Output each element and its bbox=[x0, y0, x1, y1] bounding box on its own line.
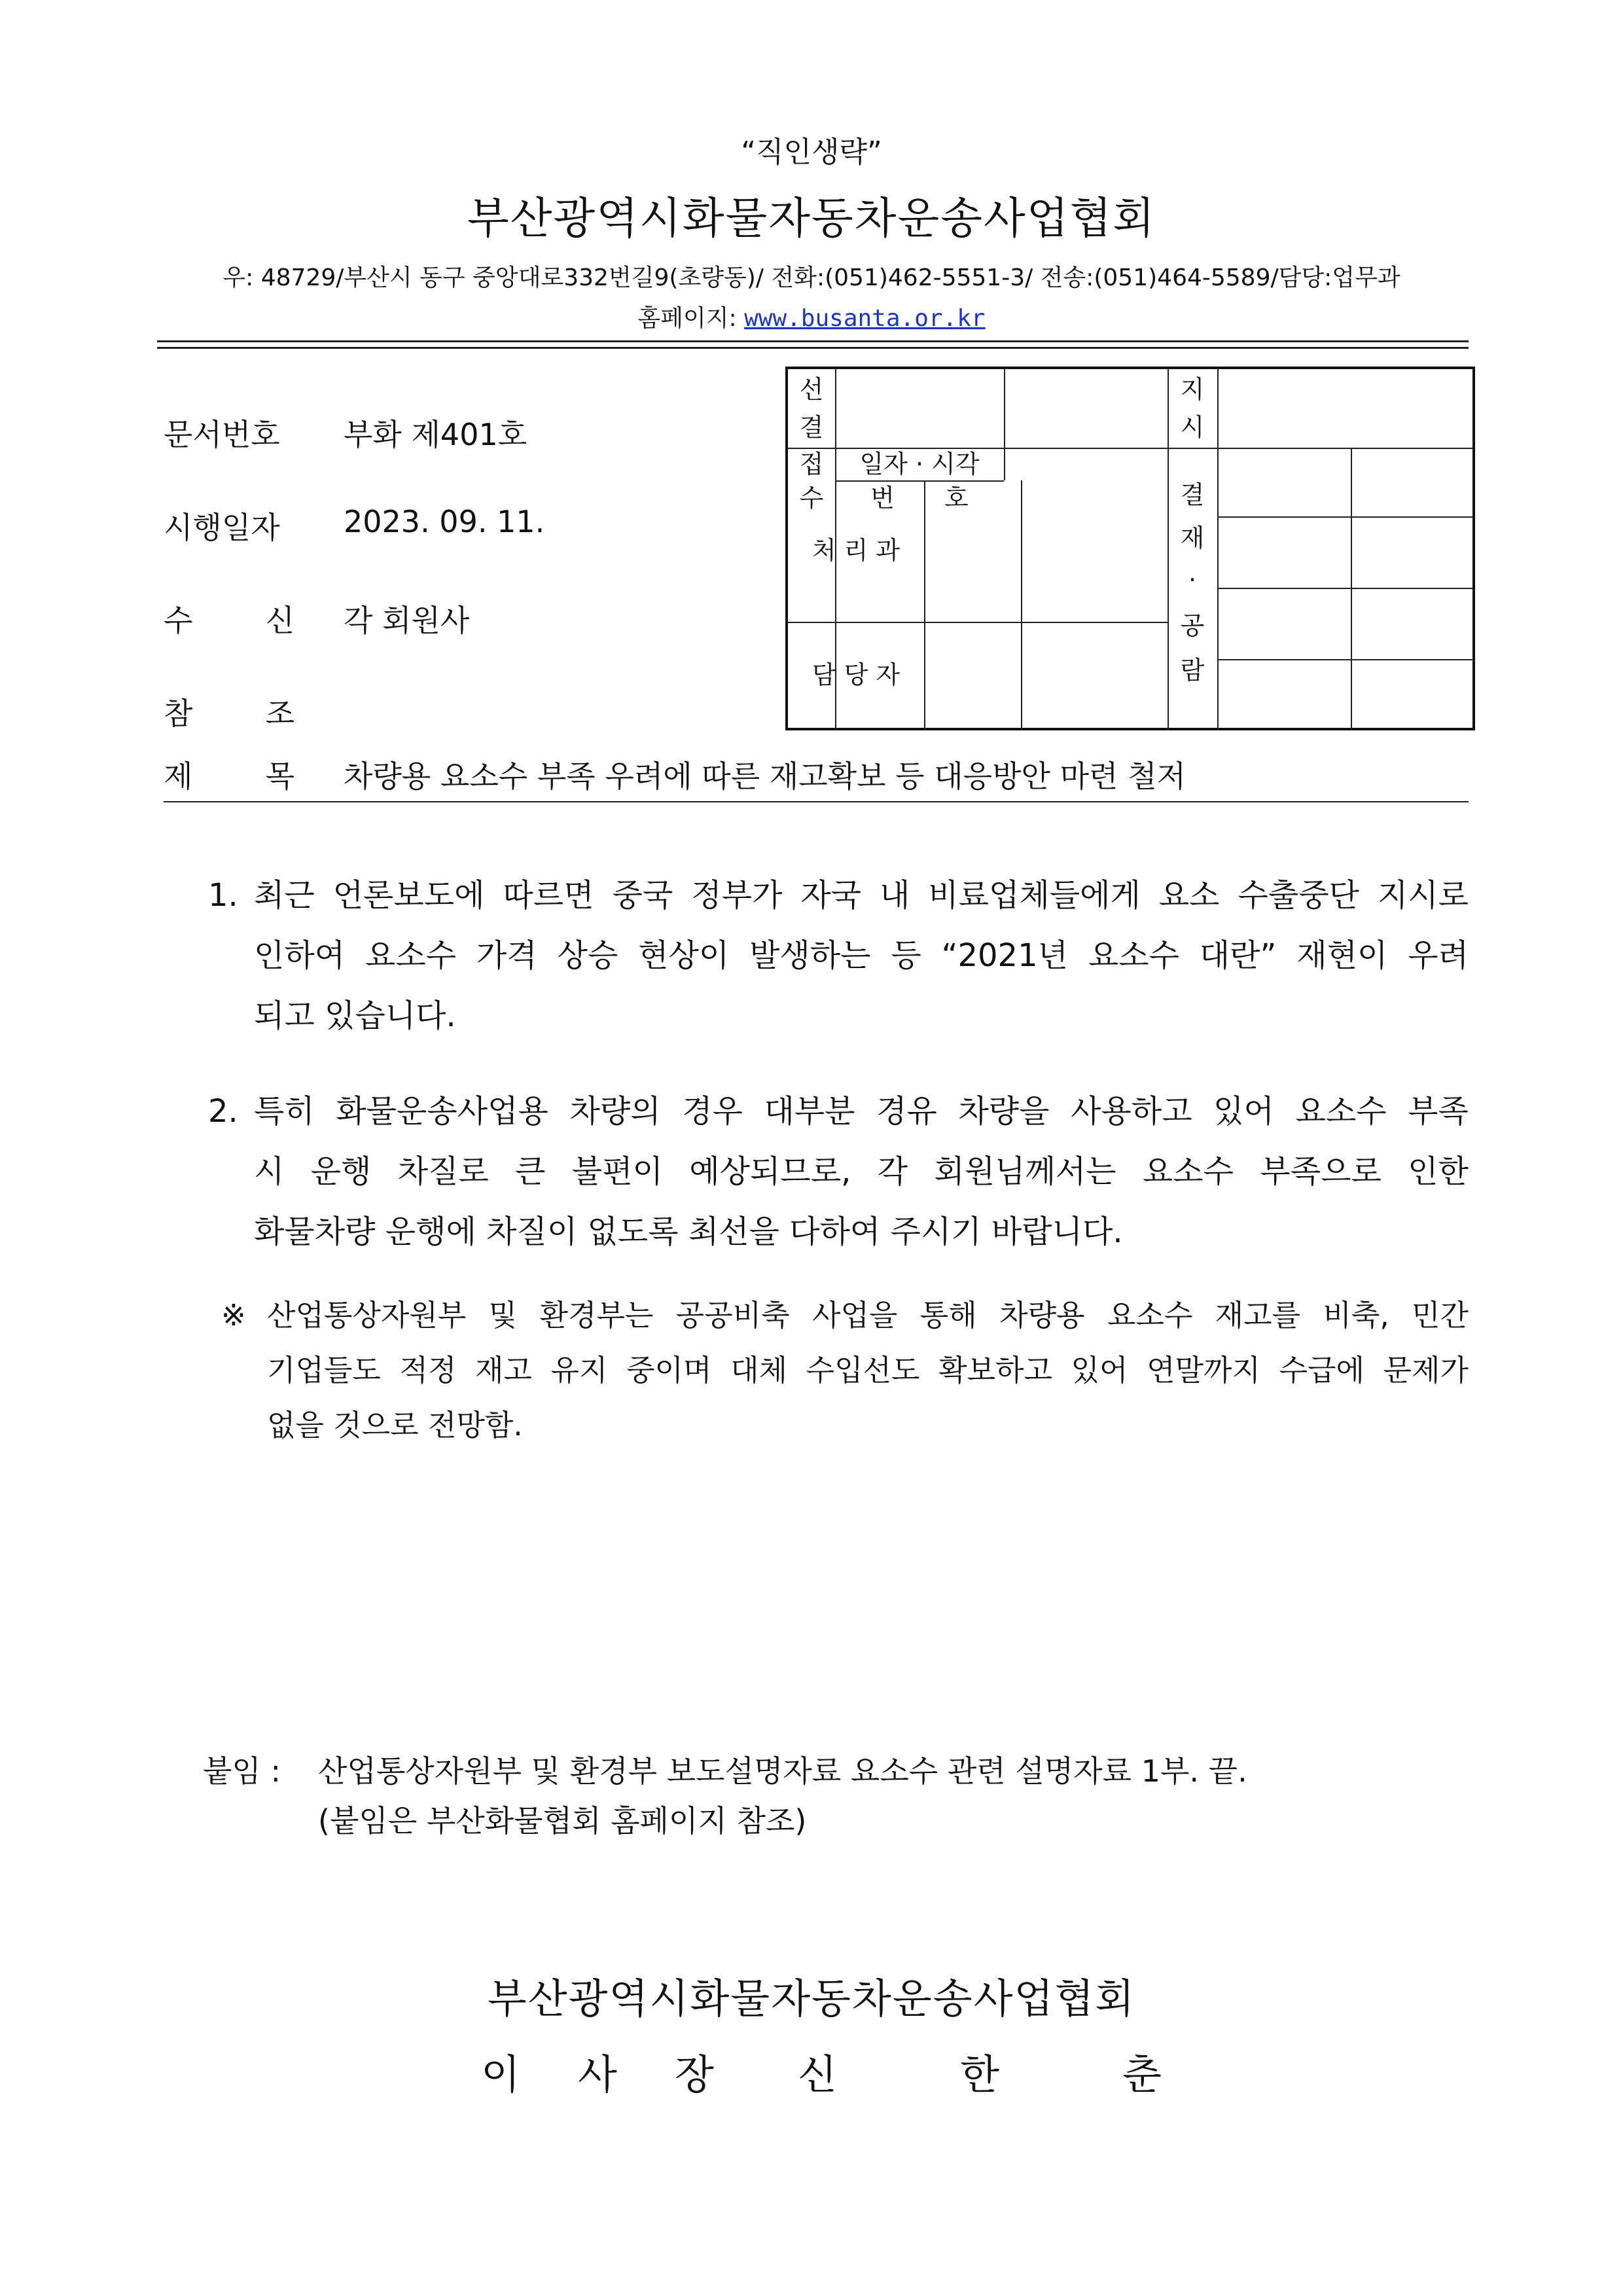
p2-number: 2. bbox=[208, 1093, 238, 1130]
attachment-line-2: (붙임은 부산화물협회 홈페이지 참조) bbox=[318, 1803, 807, 1839]
abox-person-in-charge: 담 당 자 bbox=[812, 660, 901, 689]
abox-gyeol: 결 bbox=[799, 413, 824, 442]
abox-hline-3 bbox=[788, 622, 1168, 623]
subject-divider bbox=[164, 801, 1469, 802]
note-line-1: 산업통상자원부 및 환경부는 공공비축 사업을 통해 차량용 요소수 재고를 비축, 민간 bbox=[267, 1298, 1469, 1333]
doc-no-value: 부화 제401호 bbox=[344, 417, 527, 452]
abox-jeop: 접 bbox=[799, 450, 824, 478]
abox-date-time: 일자 · 시각 bbox=[859, 450, 980, 478]
footer-org-name: 부산광역시화물자동차운송사업협회 bbox=[487, 1975, 1136, 2022]
note-mark: ※ bbox=[221, 1298, 246, 1333]
note-line-2: 기업들도 적정 재고 유지 중이며 대체 수입선도 확보하고 있어 연말까지 수급에 문제가 bbox=[267, 1353, 1469, 1388]
abox-gong: 공 bbox=[1180, 611, 1205, 640]
paragraph-2 bbox=[254, 1081, 1469, 1262]
abox-hline-4 bbox=[1217, 516, 1472, 518]
org-address: 우: 48729/부산시 동구 중앙대로332번길9(초량동)/ 전화:(051)462-5551-3/ 전송:(051)464-5589/담당:업무과 bbox=[223, 264, 1400, 291]
recipient-label: 수 신 bbox=[164, 603, 294, 638]
subject-value: 차량용 요소수 부족 우려에 따른 재고확보 등 대응방안 마련 철저 bbox=[344, 759, 1186, 794]
p1-number: 1. bbox=[208, 877, 238, 914]
abox-number: 번 호 bbox=[870, 484, 969, 512]
date-value: 2023. 09. 11. bbox=[344, 504, 545, 539]
p1-line-1: 최근 언론보도에 따르면 중국 정부가 자국 내 비료업체들에게 요소 수출중단 지시로 bbox=[254, 877, 1469, 914]
p1-line-3: 되고 있습니다. bbox=[254, 997, 456, 1034]
abox-ram: 람 bbox=[1180, 656, 1205, 685]
paragraph-1 bbox=[254, 865, 1469, 1046]
p2-line-3: 화물차량 운행에 차질이 없도록 최선을 다하여 주시기 바랍니다. bbox=[254, 1213, 1123, 1250]
homepage-label: 홈페이지: bbox=[637, 305, 745, 332]
homepage-line bbox=[0, 300, 1623, 333]
abox-vline-8 bbox=[1004, 448, 1005, 480]
recipient-value: 각 회원사 bbox=[344, 603, 470, 638]
attachment-label: 붙임 : bbox=[203, 1753, 281, 1789]
abox-seon: 선 bbox=[799, 375, 824, 404]
date-label: 시행일자 bbox=[164, 510, 280, 545]
p2-line-2: 시 운행 차질로 큰 불편이 예상되므로, 각 회원님께서는 요소수 부족으로 인한 bbox=[254, 1153, 1469, 1190]
note-line-3: 없을 것으로 전망함. bbox=[267, 1408, 523, 1443]
abox-vline-2 bbox=[1004, 369, 1005, 448]
abox-gyeol2: 결 bbox=[1180, 480, 1205, 509]
abox-jae: 재 bbox=[1180, 524, 1205, 552]
abox-ji: 지 bbox=[1180, 375, 1205, 404]
abox-vline-6 bbox=[1217, 369, 1219, 730]
abox-su: 수 bbox=[799, 484, 824, 512]
header-divider-bottom bbox=[157, 347, 1469, 349]
org-title: 부산광역시화물자동차운송사업협회 bbox=[467, 193, 1156, 243]
subject-label: 제 목 bbox=[164, 759, 294, 794]
reference-label: 참 조 bbox=[164, 696, 294, 731]
header-divider-top bbox=[157, 340, 1469, 342]
attachment-line-1: 산업통상자원부 및 환경부 보도설명자료 요소수 관련 설명자료 1부. 끝. bbox=[318, 1753, 1247, 1789]
no-seal-notice: “직인생략” bbox=[741, 135, 882, 169]
abox-hline-6 bbox=[1217, 659, 1472, 660]
p2-line-1: 특히 화물운송사업용 차량의 경우 대부분 경유 차량을 사용하고 있어 요소수 부족 bbox=[254, 1093, 1469, 1130]
abox-vline-4 bbox=[1021, 480, 1022, 730]
p1-line-2: 인하여 요소수 가격 상승 현상이 발생하는 등 “2021년 요소수 대란” 재현이 우려 bbox=[254, 937, 1469, 974]
doc-no-label: 문서번호 bbox=[164, 417, 280, 452]
abox-vline-7 bbox=[1351, 448, 1352, 730]
approval-box bbox=[785, 367, 1475, 730]
homepage-link[interactable]: www.busanta.or.kr bbox=[744, 305, 986, 332]
abox-dot: · bbox=[1188, 565, 1197, 594]
signer-line: 이 사 장 신 한 춘 bbox=[481, 2051, 1162, 2098]
abox-si: 시 bbox=[1180, 413, 1205, 442]
abox-processing-dept: 처 리 과 bbox=[812, 536, 901, 565]
abox-hline-5 bbox=[1217, 588, 1472, 589]
note-paragraph bbox=[267, 1288, 1469, 1453]
abox-vline-3 bbox=[924, 480, 925, 730]
